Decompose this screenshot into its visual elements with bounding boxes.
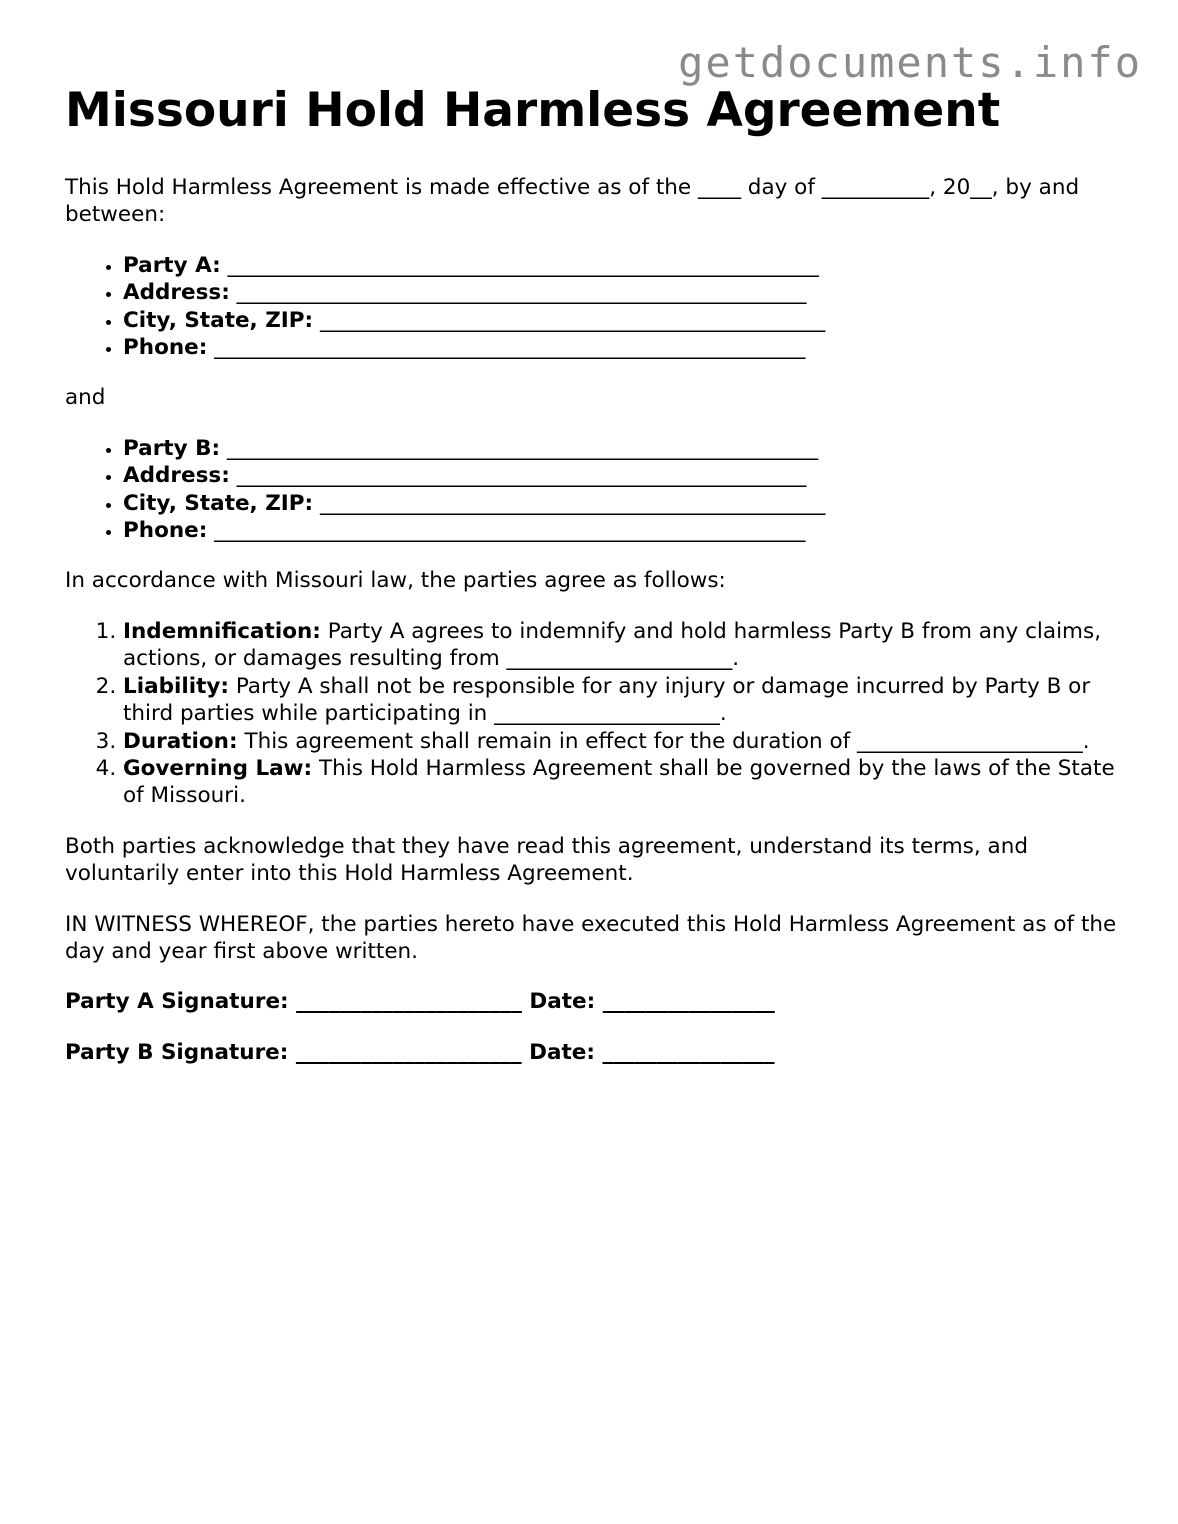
field-label: City, State, ZIP: bbox=[123, 490, 314, 516]
signature-blank: _____________________ bbox=[295, 1039, 522, 1065]
term-label: Liability: bbox=[123, 673, 229, 699]
party-b-name-field bbox=[123, 435, 1125, 462]
law-intro-paragraph: In accordance with Missouri law, the parties agree as follows: bbox=[65, 568, 726, 594]
party-a-name-field bbox=[123, 252, 1125, 279]
witness-paragraph: IN WITNESS WHEREOF, the parties hereto have executed this Hold Harmless Agreement as of the day and year first above written. bbox=[65, 911, 1117, 964]
field-label: Address: bbox=[123, 280, 230, 306]
signature-blank: _____________________ bbox=[296, 989, 522, 1015]
acknowledgment-paragraph: Both parties acknowledge that they have read this agreement, understand its terms, and voluntarily enter into this Hold Harmless Agreement. bbox=[65, 833, 1028, 887]
field-blank: _____________________________________________________ bbox=[236, 280, 807, 306]
field-blank: _____________________________________________________ bbox=[236, 463, 807, 489]
term-indemnification bbox=[123, 618, 1125, 673]
party-a-details bbox=[65, 252, 1125, 362]
party-a-city-field bbox=[123, 307, 1125, 334]
field-blank: _______________________________________________________ bbox=[227, 252, 819, 278]
signature-label: Party A Signature: bbox=[65, 989, 289, 1015]
document-page bbox=[65, 82, 1125, 1089]
field-label: Phone: bbox=[123, 518, 208, 544]
field-label: Phone: bbox=[123, 335, 208, 361]
field-label: Party A: bbox=[123, 252, 221, 278]
field-label: Address: bbox=[123, 463, 230, 489]
date-label: Date: bbox=[529, 989, 596, 1015]
field-blank: _______________________________________________________ bbox=[226, 435, 819, 461]
party-b-city-field bbox=[123, 490, 1125, 517]
field-label: City, State, ZIP: bbox=[123, 307, 314, 333]
watermark: getdocuments.info bbox=[678, 38, 1142, 87]
term-label: Governing Law: bbox=[123, 755, 313, 781]
field-label: Party B: bbox=[123, 435, 221, 461]
party-b-signature-line bbox=[65, 1039, 1125, 1066]
term-text: This agreement shall remain in effect for the duration of _____________________. bbox=[244, 728, 1090, 754]
term-text: Party A shall not be responsible for any injury or damage incurred by Party B or third parties while participating in _____________________. bbox=[123, 673, 1091, 727]
document-title: Missouri Hold Harmless Agreement bbox=[65, 83, 1001, 138]
party-b-phone-field bbox=[123, 517, 1125, 544]
intro-paragraph: This Hold Harmless Agreement is made effective as of the ____ day of __________, 20__, by and between: bbox=[65, 175, 1080, 228]
term-text: This Hold Harmless Agreement shall be governed by the laws of the State of Missouri. bbox=[123, 755, 1115, 809]
field-blank: _______________________________________________ bbox=[320, 307, 826, 333]
field-blank: _______________________________________________ bbox=[320, 490, 826, 516]
term-governing-law bbox=[123, 755, 1125, 810]
terms-list bbox=[65, 618, 1125, 810]
party-a-signature-line bbox=[65, 988, 1125, 1015]
term-label: Indemnification: bbox=[123, 618, 321, 644]
term-label: Duration: bbox=[123, 728, 238, 754]
date-blank: ________________ bbox=[602, 989, 775, 1015]
party-b-details bbox=[65, 435, 1125, 545]
party-a-phone-field bbox=[123, 334, 1125, 361]
and-separator: and bbox=[65, 385, 106, 411]
field-blank: _______________________________________________________ bbox=[214, 518, 806, 544]
term-text: Party A agrees to indemnify and hold harmless Party B from any claims, actions, or damages resulting from _____________________. bbox=[123, 618, 1102, 672]
term-duration bbox=[123, 728, 1125, 755]
term-liability bbox=[123, 673, 1125, 728]
field-blank: _______________________________________________________ bbox=[214, 335, 806, 361]
party-a-address-field bbox=[123, 279, 1125, 306]
party-b-address-field bbox=[123, 462, 1125, 489]
signature-label: Party B Signature: bbox=[65, 1039, 289, 1065]
date-blank: ________________ bbox=[602, 1039, 775, 1065]
date-label: Date: bbox=[529, 1039, 595, 1065]
